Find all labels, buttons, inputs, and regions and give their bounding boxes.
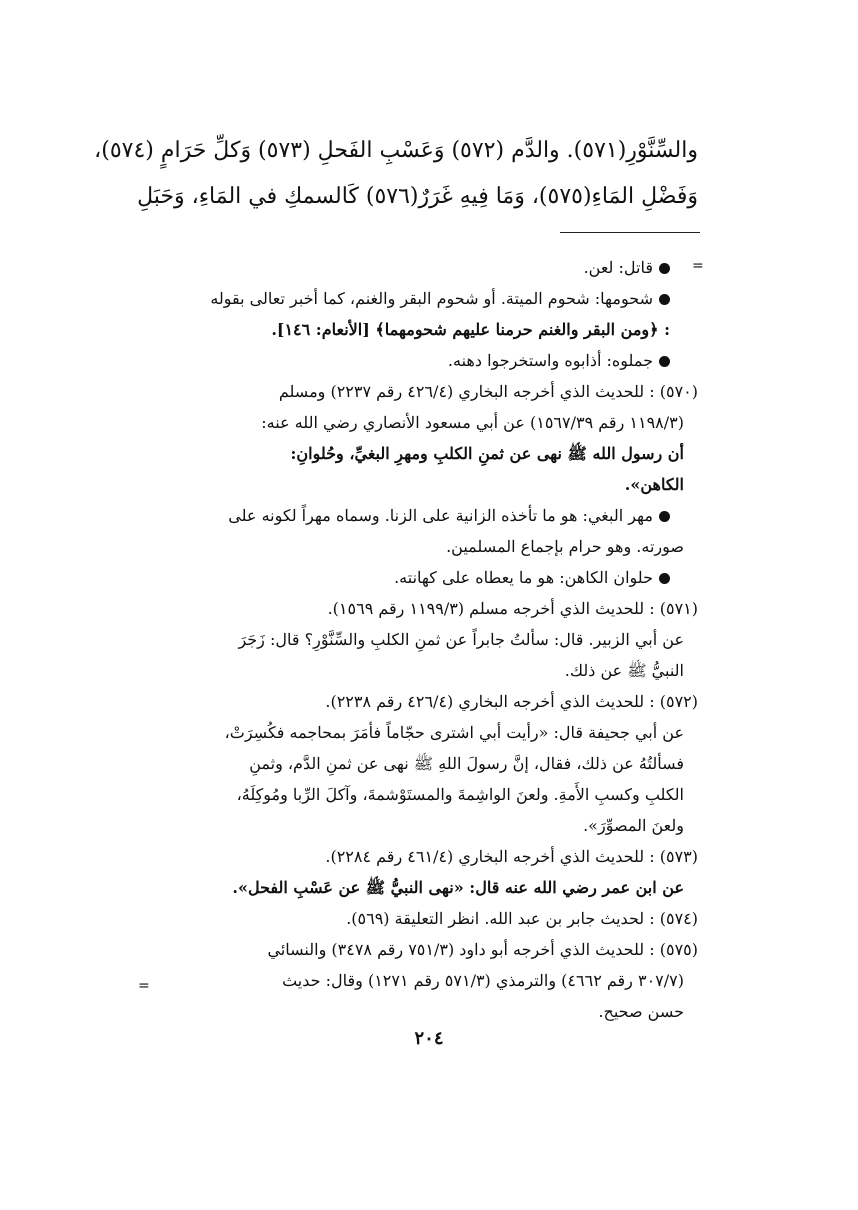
- footnote-line: [153, 531, 698, 562]
- footnote-text: عن أبي جحيفة قال: «رأيت أبي اشترى حجّاماً فأمَرَ بمحاجمه فكُسِرَتْ،: [224, 723, 684, 742]
- bullet-icon: [659, 356, 670, 367]
- footnote-line: [153, 593, 698, 624]
- footnote-line: [153, 438, 698, 469]
- footnote-line: [153, 500, 698, 531]
- footnote-line: [153, 934, 698, 965]
- main-text-line-2: وَفَضْلِ المَاءِ(٥٧٥)، وَمَا فِيهِ غَرَرٌ(٥٧٦) كَالسمكِ في المَاءِ، وَحَبَلِ: [137, 184, 698, 209]
- footnote-line: [153, 252, 698, 283]
- footnote-text: (٥٧٥) : للحديث الذي أخرجه أبو داود (٧٥١/٣ رقم ٣٤٧٨) والنسائي: [267, 940, 698, 959]
- footnote-text: النبيُّ ﷺ عن ذلك.: [564, 661, 684, 680]
- footnote-text: الكاهن».: [624, 475, 684, 494]
- footnote-line: [153, 841, 698, 872]
- footnote-line: [153, 996, 698, 1027]
- footnote-line: [153, 717, 698, 748]
- footnote-text: حلوان الكاهن: هو ما يعطاه على كهانته.: [394, 568, 653, 587]
- footnote-line: [153, 314, 698, 345]
- footnote-text: (١١٩٨/٣ رقم ١٥٦٧/٣٩) عن أبي مسعود الأنصاري رضي الله عنه:: [261, 413, 684, 432]
- footnote-text: (٥٧١) : للحديث الذي أخرجه مسلم (١١٩٩/٣ رقم ١٥٦٩).: [327, 599, 698, 618]
- footnote-text: أن رسول الله ﷺ نهى عن ثمنِ الكلبِ ومهرِ البغيِّ، وحُلوانِ:: [290, 444, 684, 463]
- footnote-line: [153, 469, 698, 500]
- footnote-line: [153, 376, 698, 407]
- footnote-text: (٥٧٣) : للحديث الذي أخرجه البخاري (٤٦١/٤ رقم ٢٢٨٤).: [325, 847, 698, 866]
- footnote-text: عن أبي الزبير. قال: سألتُ جابراً عن ثمنِ الكلبِ والسِّنَّوْرِ؟ قال: زَجَرَ: [238, 630, 684, 649]
- footnote-text: صورته. وهو حرام بإجماع المسلمين.: [446, 537, 684, 556]
- footnote-text: شحومها: شحوم الميتة. أو شحوم البقر والغنم، كما أخبر تعالى بقوله: [210, 289, 653, 308]
- footnote-line: [153, 562, 698, 593]
- footnote-text: حسن صحيح.: [598, 1002, 684, 1021]
- footnote-text: فسألتُهُ عن ذلك، فقال، إنَّ رسولَ اللهِ ﷺ نهى عن ثمنِ الدَّم، وثمنِ: [249, 754, 684, 773]
- footnote-line: [153, 810, 698, 841]
- footnote-text: الكلبِ وكسبِ الأَمةِ. ولعنَ الواشِمةَ والمستَوْشمةَ، وآكلَ الرِّبا ومُوكِلَهُ،: [236, 785, 684, 804]
- footnote-line: [153, 345, 698, 376]
- bullet-icon: [659, 263, 670, 274]
- footnote-text: عن ابن عمر رضي الله عنه قال: «نهى النبيُّ ﷺ عن عَسْبِ الفحل».: [232, 878, 684, 897]
- footnote-text: (٥٧٤) : لحديث جابر بن عبد الله. انظر التعليقة (٥٦٩).: [346, 909, 698, 928]
- main-text: [94, 128, 698, 220]
- continuation-mark-top: =: [692, 258, 704, 274]
- page-number: ٢٠٤: [414, 1028, 444, 1049]
- footnote-line: [153, 965, 698, 996]
- footnote-line: [153, 407, 698, 438]
- footnote-text: (٥٧٢) : للحديث الذي أخرجه البخاري (٤٢٦/٤ رقم ٢٢٣٨).: [325, 692, 698, 711]
- footnote-text: : ﴿ومن البقر والغنم حرمنا عليهم شحومهما﴾ [الأنعام: ١٤٦].: [271, 320, 670, 339]
- footnote-text: (٥٧٠) : للحديث الذي أخرجه البخاري (٤٢٦/٤ رقم ٢٢٣٧) ومسلم: [278, 382, 698, 401]
- footnote-text: مهر البغي: هو ما تأخذه الزانية على الزنا. وسماه مهراً لكونه على: [228, 506, 653, 525]
- footnote-text: ولعنَ المصوِّرَ».: [583, 816, 684, 835]
- bullet-icon: [659, 294, 670, 305]
- footnote-line: [153, 686, 698, 717]
- footnote-line: [153, 283, 698, 314]
- footnote-line: [153, 624, 698, 655]
- footnotes: [153, 252, 698, 1027]
- footnote-line: [153, 779, 698, 810]
- bullet-icon: [659, 573, 670, 584]
- main-text-line-1: والسِّنَّوْرِ(٥٧١). والدَّم (٥٧٢) وَعَسْبِ الفَحلِ (٥٧٣) وَكلِّ حَرَامٍ (٥٧٤)،: [94, 138, 698, 163]
- continuation-mark-bottom: =: [138, 978, 150, 994]
- footnote-line: [153, 748, 698, 779]
- footnote-line: [153, 872, 698, 903]
- footnote-line: [153, 655, 698, 686]
- footnote-text: قاتل: لعن.: [583, 258, 653, 277]
- footnote-line: [153, 903, 698, 934]
- footnote-divider: [560, 232, 700, 233]
- footnote-text: جملوه: أذابوه واستخرجوا دهنه.: [447, 351, 653, 370]
- bullet-icon: [659, 511, 670, 522]
- footnote-text: (٣٠٧/٧ رقم ٤٦٦٢) والترمذي (٥٧١/٣ رقم ١٢٧١) وقال: حديث: [282, 971, 684, 990]
